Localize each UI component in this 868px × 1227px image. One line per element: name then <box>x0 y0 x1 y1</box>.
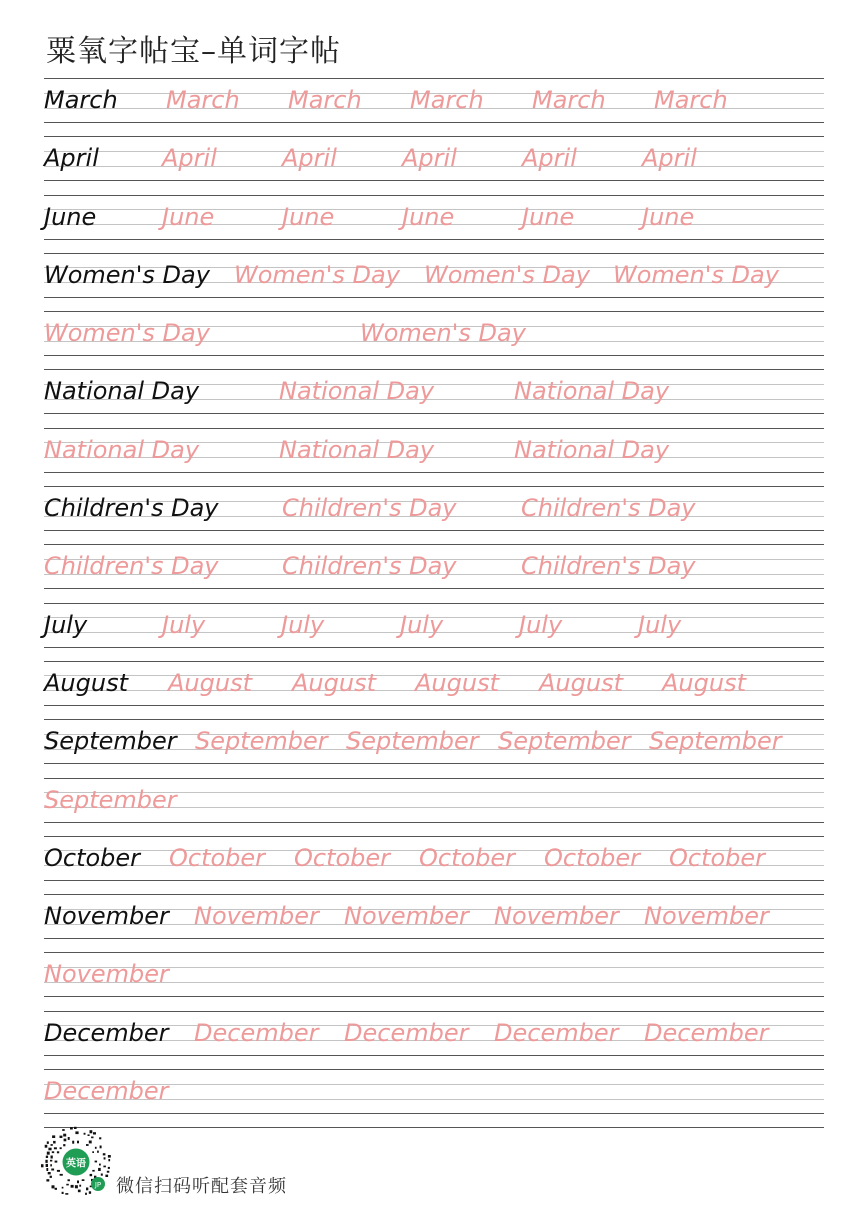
trace-word: Women's Day <box>360 319 526 348</box>
row-words <box>44 1015 824 1051</box>
guide-line-dark <box>44 952 824 953</box>
trace-word: National Day <box>514 435 670 464</box>
practice-row <box>44 544 824 602</box>
practice-row <box>44 1011 824 1069</box>
guide-line-dark <box>44 136 824 137</box>
row-words <box>44 490 824 526</box>
guide-line-dark <box>44 195 824 196</box>
model-word: November <box>44 902 169 931</box>
trace-word: National Day <box>279 377 435 406</box>
guide-line-dark <box>44 894 824 895</box>
guide-line-dark <box>44 472 824 473</box>
guide-line-dark <box>44 180 824 181</box>
practice-row <box>44 486 824 544</box>
guide-line-dark <box>44 530 824 531</box>
trace-word: October <box>419 843 516 872</box>
trace-word: October <box>294 843 391 872</box>
practice-row <box>44 836 824 894</box>
trace-word: September <box>649 727 782 756</box>
model-word: August <box>44 668 128 697</box>
trace-word: Children's Day <box>44 552 219 581</box>
trace-word: Women's Day <box>613 260 779 289</box>
trace-word: August <box>415 668 499 697</box>
trace-word: September <box>195 727 328 756</box>
trace-word: April <box>642 144 697 173</box>
qr-logo-text: JP <box>94 1181 102 1189</box>
model-word: September <box>44 727 177 756</box>
trace-word: National Day <box>279 435 435 464</box>
practice-row <box>44 78 824 136</box>
row-words <box>44 782 824 818</box>
trace-word: Women's Day <box>234 260 400 289</box>
guide-line-dark <box>44 311 824 312</box>
row-words <box>44 199 824 235</box>
trace-word: June <box>642 202 695 231</box>
guide-line-dark <box>44 822 824 823</box>
practice-row <box>44 719 824 777</box>
practice-row <box>44 952 824 1010</box>
row-words <box>44 140 824 176</box>
trace-word: October <box>169 843 266 872</box>
model-word: National Day <box>44 377 200 406</box>
trace-word: June <box>162 202 215 231</box>
trace-word: July <box>519 610 563 639</box>
trace-word: July <box>281 610 325 639</box>
model-word: June <box>44 202 97 231</box>
guide-line-dark <box>44 661 824 662</box>
trace-word: June <box>522 202 575 231</box>
trace-word: Children's Day <box>282 552 457 581</box>
trace-word: July <box>400 610 444 639</box>
trace-word: March <box>410 86 484 114</box>
row-words <box>44 257 824 293</box>
model-word: March <box>44 86 118 114</box>
trace-word: Children's Day <box>521 494 696 523</box>
model-word: Children's Day <box>44 494 219 523</box>
trace-word: National Day <box>514 377 670 406</box>
model-word: April <box>44 144 99 173</box>
trace-word: December <box>44 1077 169 1106</box>
row-words <box>44 548 824 584</box>
trace-word: April <box>402 144 457 173</box>
trace-word: March <box>654 86 728 114</box>
guide-line-dark <box>44 1011 824 1012</box>
trace-word: September <box>346 727 479 756</box>
trace-word: March <box>288 86 362 114</box>
trace-word: November <box>344 902 469 931</box>
row-words <box>44 373 824 409</box>
trace-word: August <box>168 668 252 697</box>
trace-word: National Day <box>44 435 200 464</box>
guide-line-dark <box>44 355 824 356</box>
copybook-sheet <box>44 78 824 1128</box>
model-word: December <box>44 1018 169 1047</box>
model-word: Women's Day <box>44 260 210 289</box>
trace-word: September <box>498 727 631 756</box>
trace-word: March <box>166 86 240 114</box>
trace-word: Women's Day <box>424 260 590 289</box>
row-words <box>44 898 824 934</box>
trace-word: October <box>669 843 766 872</box>
row-words <box>44 840 824 876</box>
practice-row <box>44 778 824 836</box>
model-word: July <box>44 610 88 639</box>
trace-word: April <box>522 144 577 173</box>
practice-row <box>44 428 824 486</box>
trace-word: December <box>494 1018 619 1047</box>
guide-line-dark <box>44 880 824 881</box>
trace-word: Women's Day <box>44 319 210 348</box>
trace-word: November <box>194 902 319 931</box>
guide-line-dark <box>44 122 824 123</box>
trace-word: April <box>282 144 337 173</box>
trace-word: March <box>532 86 606 114</box>
trace-word: Children's Day <box>282 494 457 523</box>
guide-line-dark <box>44 996 824 997</box>
page-title: 粟氧字帖宝–单词字帖 <box>46 34 341 69</box>
guide-line-dark <box>44 1113 824 1114</box>
row-words <box>44 432 824 468</box>
trace-word: December <box>644 1018 769 1047</box>
trace-word: August <box>292 668 376 697</box>
trace-word: September <box>44 785 177 814</box>
trace-word: November <box>644 902 769 931</box>
practice-row <box>44 661 824 719</box>
guide-line-dark <box>44 603 824 604</box>
guide-line-dark <box>44 719 824 720</box>
trace-word: December <box>194 1018 319 1047</box>
practice-row <box>44 1069 824 1127</box>
row-words <box>44 723 824 759</box>
trace-word: November <box>494 902 619 931</box>
footer <box>40 1126 360 1198</box>
model-word: October <box>44 843 141 872</box>
guide-line-dark <box>44 1069 824 1070</box>
trace-word: July <box>162 610 206 639</box>
row-words <box>44 956 824 992</box>
practice-row <box>44 253 824 311</box>
guide-line-dark <box>44 705 824 706</box>
guide-line-dark <box>44 486 824 487</box>
qr-code-icon <box>40 1126 112 1198</box>
practice-row <box>44 311 824 369</box>
guide-line-dark <box>44 428 824 429</box>
row-words <box>44 315 824 351</box>
guide-line-dark <box>44 239 824 240</box>
row-words <box>44 82 824 118</box>
trace-word: Children's Day <box>521 552 696 581</box>
guide-line-dark <box>44 647 824 648</box>
practice-row <box>44 136 824 194</box>
guide-line-dark <box>44 413 824 414</box>
trace-word: November <box>44 960 169 989</box>
trace-word: April <box>162 144 217 173</box>
trace-word: June <box>402 202 455 231</box>
row-words <box>44 607 824 643</box>
practice-row <box>44 195 824 253</box>
guide-line-dark <box>44 1055 824 1056</box>
guide-line-dark <box>44 763 824 764</box>
scan-caption: 微信扫码听配套音频 <box>116 1176 287 1197</box>
guide-line-dark <box>44 297 824 298</box>
row-words <box>44 665 824 701</box>
practice-row <box>44 603 824 661</box>
guide-line-dark <box>44 938 824 939</box>
practice-row <box>44 369 824 427</box>
trace-word: August <box>662 668 746 697</box>
guide-line-dark <box>44 369 824 370</box>
practice-row <box>44 894 824 952</box>
qr-badge-text: 英语 <box>66 1158 86 1170</box>
trace-word: June <box>282 202 335 231</box>
guide-line-dark <box>44 253 824 254</box>
guide-line-dark <box>44 836 824 837</box>
guide-line-dark <box>44 544 824 545</box>
guide-line-dark <box>44 778 824 779</box>
guide-line-dark <box>44 78 824 79</box>
trace-word: December <box>344 1018 469 1047</box>
guide-line-dark <box>44 588 824 589</box>
trace-word: August <box>539 668 623 697</box>
trace-word: July <box>638 610 682 639</box>
trace-word: October <box>544 843 641 872</box>
row-words <box>44 1073 824 1109</box>
